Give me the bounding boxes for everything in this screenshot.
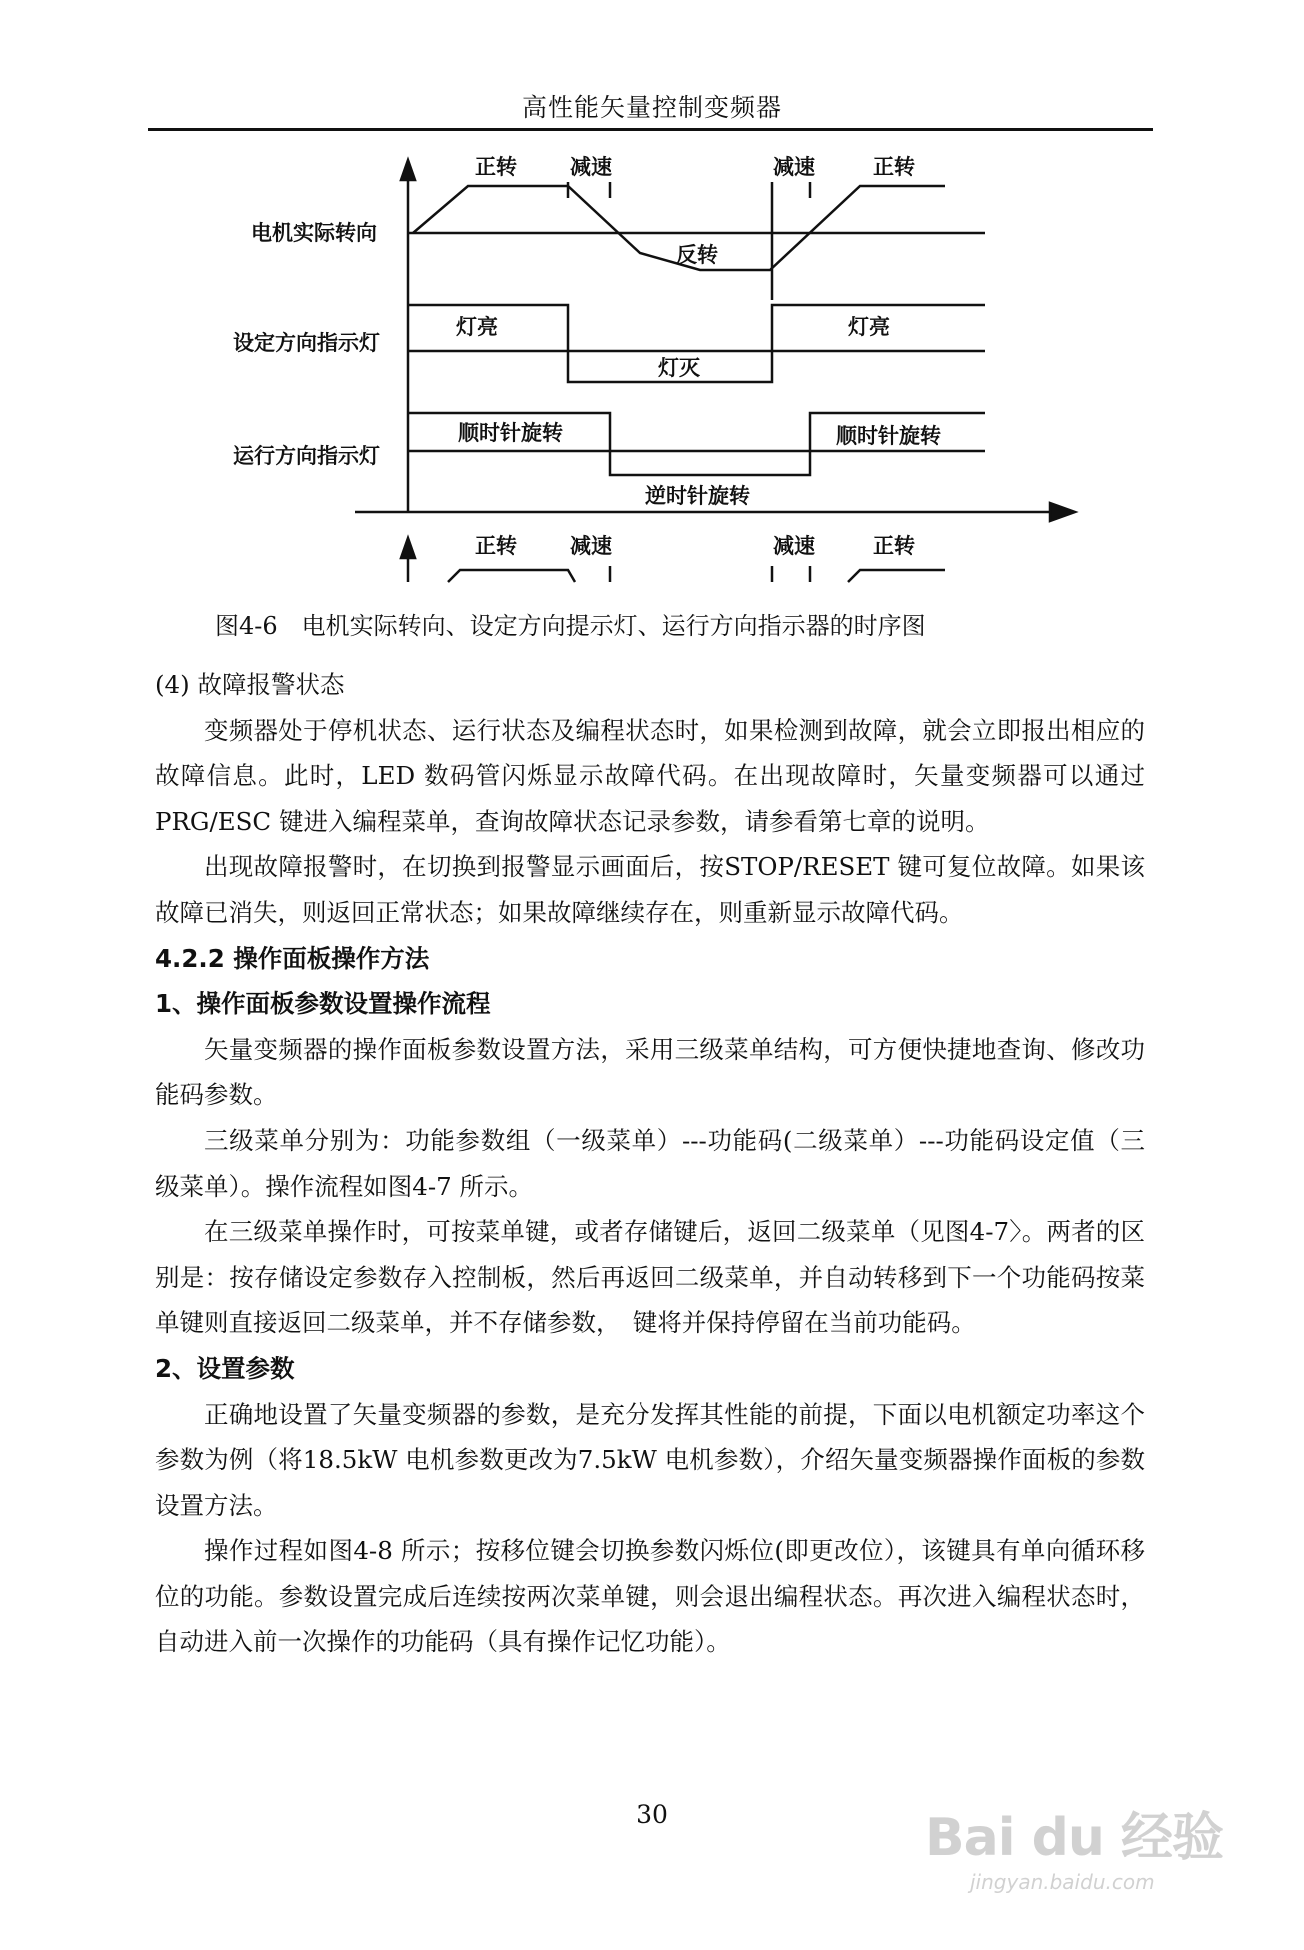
label-decel-2: 减速 <box>773 155 815 179</box>
page-header: 高性能矢量控制变频器 <box>521 93 782 122</box>
lower-axis-arrow-up <box>401 538 415 558</box>
lower-label-forward-1: 正转 <box>475 534 517 558</box>
heading-param-flow: 1、操作面板参数设置操作流程 <box>155 989 491 1019</box>
label-forward-1: 正转 <box>475 155 517 179</box>
body-text <box>155 662 1145 1665</box>
label-cw-1: 顺时针旋转 <box>458 421 563 445</box>
paragraph-fault-detect: 变频器处于停机状态、运行状态及编程状态时，如果检测到故障，就会立即报出相应的故障信息。此时，LED 数码管闪烁显示故障代码。在出现故障时，矢量变频器可以通过PRG/ESC 键进入编程菜单，查询故障状态记录参数，请参看第七章的说明。 <box>155 715 1145 836</box>
paragraph-menu-return: 在三级菜单操作时，可按菜单键，或者存储键后，返回二级菜单（见图4-7〉。两者的区别是：按存储设定参数存入控制板，然后再返回二级菜单，并自动转移到下一个功能码按菜单键则直接返回二级菜单，并不存储参数， 键将并保持停留在当前功能码。 <box>155 1217 1145 1338</box>
heading-set-params: 2、设置参数 <box>155 1353 295 1383</box>
section-title-fault: (4) 故障报警状态 <box>155 670 345 699</box>
label-reverse: 反转 <box>676 243 718 267</box>
paragraph-procedure: 操作过程如图4-8 所示；按移位键会切换参数闪烁位(即更改位），该键具有单向循环移位的功能。参数设置完成后连续按两次菜单键，则会退出编程状态。再次进入编程状态时，自动进入前一次操作的功能码（具有操作记忆功能）。 <box>155 1536 1145 1657</box>
label-led-on-2: 灯亮 <box>848 315 890 339</box>
paragraph-example: 正确地设置了矢量变频器的参数，是充分发挥其性能的前提，下面以电机额定功率这个参数为例（将18.5kW 电机参数更改为7.5kW 电机参数），介绍矢量变频器操作面板的参数设置方法。 <box>155 1399 1145 1520</box>
paragraph-menu-levels: 三级菜单分别为：功能参数组（一级菜单）---功能码(二级菜单）---功能码设定值（三级菜单）。操作流程如图4-7 所示。 <box>155 1125 1145 1201</box>
label-ccw: 逆时针旋转 <box>645 484 750 508</box>
lower-waveform-right <box>848 570 945 582</box>
label-led-on-1: 灯亮 <box>456 315 498 339</box>
label-led-off: 灯灭 <box>658 356 700 380</box>
paragraph-fault-reset: 出现故障报警时，在切换到报警显示画面后，按STOP/RESET 键可复位故障。如果该故障已消失，则返回正常状态；如果故障继续存在，则重新显示故障代码。 <box>155 852 1145 927</box>
baidu-jingyan-watermark <box>925 1795 1255 1905</box>
lower-label-decel-1: 减速 <box>570 534 612 558</box>
watermark-url: jingyan.baidu.com <box>970 1870 1155 1894</box>
lower-waveform-left <box>448 570 575 582</box>
row-label-set-led: 设定方向指示灯 <box>233 331 380 355</box>
label-forward-2: 正转 <box>873 155 915 179</box>
page-number: 30 <box>636 1800 668 1829</box>
figure-caption: 图4-6 电机实际转向、设定方向提示灯、运行方向指示器的时序图 <box>215 612 926 640</box>
label-decel-1: 减速 <box>570 155 612 179</box>
axis-arrow-up <box>401 160 415 180</box>
paragraph-menu-structure: 矢量变频器的操作面板参数设置方法，采用三级菜单结构，可方便快捷地查询、修改功能码参数。 <box>155 1034 1145 1110</box>
row-label-motor: 电机实际转向 <box>251 221 377 245</box>
axis-arrow-right <box>1050 503 1075 521</box>
lower-label-decel-2: 减速 <box>773 534 815 558</box>
label-cw-2: 顺时针旋转 <box>836 424 941 448</box>
watermark-logo: Bai du 经验 <box>925 1808 1223 1868</box>
row-label-run-led: 运行方向指示灯 <box>233 444 380 468</box>
timing-diagram <box>0 0 1304 600</box>
lower-label-forward-2: 正转 <box>873 534 915 558</box>
heading-panel-operation: 4.2.2 操作面板操作方法 <box>155 943 430 973</box>
